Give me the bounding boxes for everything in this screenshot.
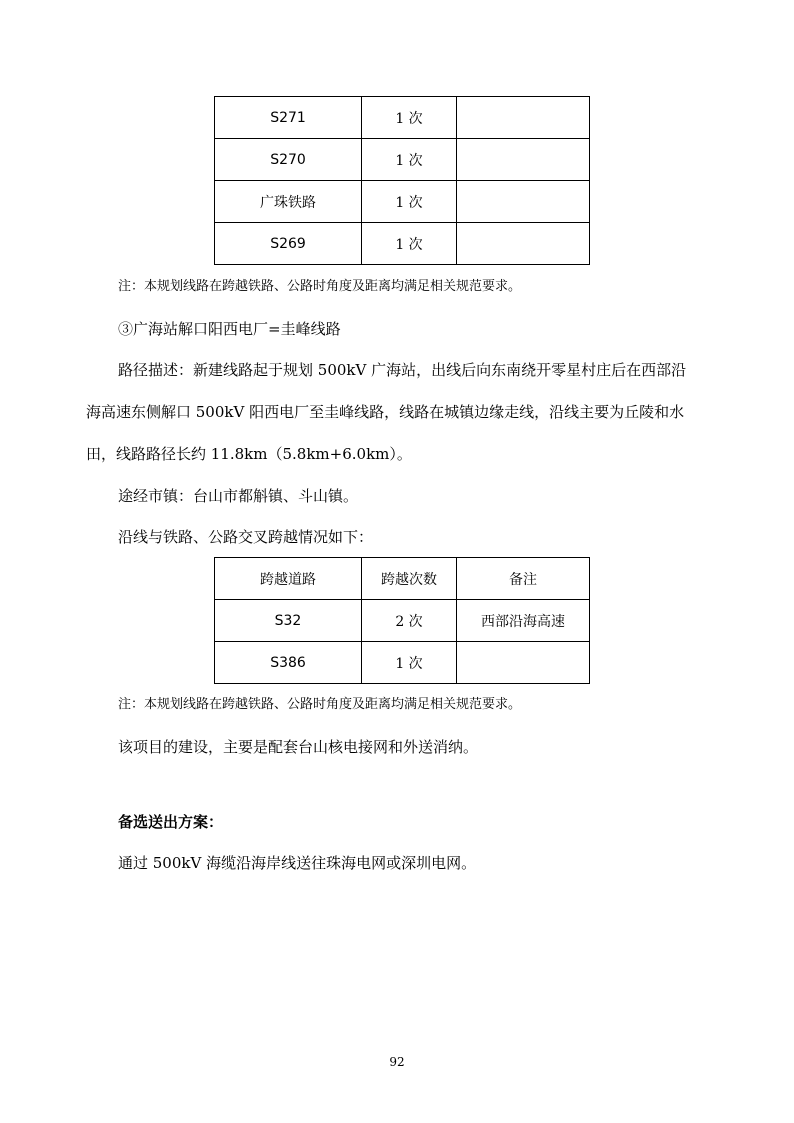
table-cell-count: 1 次 xyxy=(362,223,457,265)
table-cell-note xyxy=(457,223,590,265)
table-cell-road: S269 xyxy=(215,223,362,265)
table-row xyxy=(215,223,590,265)
crossing-intro: 沿线与铁路、公路交叉跨越情况如下： xyxy=(118,528,374,546)
table-row xyxy=(215,97,590,139)
crossing-table-2 xyxy=(214,557,590,684)
table-cell-note xyxy=(457,181,590,223)
table-cell-count: 1 次 xyxy=(362,642,457,684)
page-number: 92 xyxy=(389,1055,405,1069)
table-cell-count: 1 次 xyxy=(362,181,457,223)
route-description-line-3: 田，线路路径长约 11.8km（5.8km+6.0km）。 xyxy=(86,445,412,463)
alternative-text: 通过 500kV 海缆沿海岸线送往珠海电网或深圳电网。 xyxy=(118,854,477,872)
table-note-1: 注：本规划线路在跨越铁路、公路时角度及距离均满足相关规范要求。 xyxy=(118,279,522,294)
table-row xyxy=(215,181,590,223)
table-cell-note xyxy=(457,642,590,684)
table-cell-road: S32 xyxy=(215,600,362,642)
table-header-row xyxy=(215,558,590,600)
table-header-note: 备注 xyxy=(457,558,590,600)
table-cell-road: 广珠铁路 xyxy=(215,181,362,223)
section-heading: ③广海站解口阳西电厂=圭峰线路 xyxy=(118,320,341,338)
table-note-2: 注：本规划线路在跨越铁路、公路时角度及距离均满足相关规范要求。 xyxy=(118,697,522,712)
table-cell-note xyxy=(457,139,590,181)
towns-text: 途经市镇：台山市都斛镇、斗山镇。 xyxy=(118,487,359,505)
table-cell-note xyxy=(457,97,590,139)
table-cell-note: 西部沿海高速 xyxy=(457,600,590,642)
table-row xyxy=(215,600,590,642)
table-header-road: 跨越道路 xyxy=(215,558,362,600)
table-header-count: 跨越次数 xyxy=(362,558,457,600)
route-description-line-1: 路径描述：新建线路起于规划 500kV 广海站，出线后向东南绕开零星村庄后在西部沿 xyxy=(118,361,687,379)
table-cell-count: 1 次 xyxy=(362,139,457,181)
alternative-heading: 备选送出方案： xyxy=(118,813,224,831)
table-row xyxy=(215,642,590,684)
table-cell-count: 1 次 xyxy=(362,97,457,139)
crossing-table-1 xyxy=(214,96,590,265)
table-row xyxy=(215,139,590,181)
table-cell-road: S271 xyxy=(215,97,362,139)
table-cell-road: S270 xyxy=(215,139,362,181)
project-purpose: 该项目的建设，主要是配套台山核电接网和外送消纳。 xyxy=(118,738,479,756)
table-cell-road: S386 xyxy=(215,642,362,684)
route-description-line-2: 海高速东侧解口 500kV 阳西电厂至圭峰线路，线路在城镇边缘走线，沿线主要为丘陵和水 xyxy=(86,403,685,421)
table-cell-count: 2 次 xyxy=(362,600,457,642)
